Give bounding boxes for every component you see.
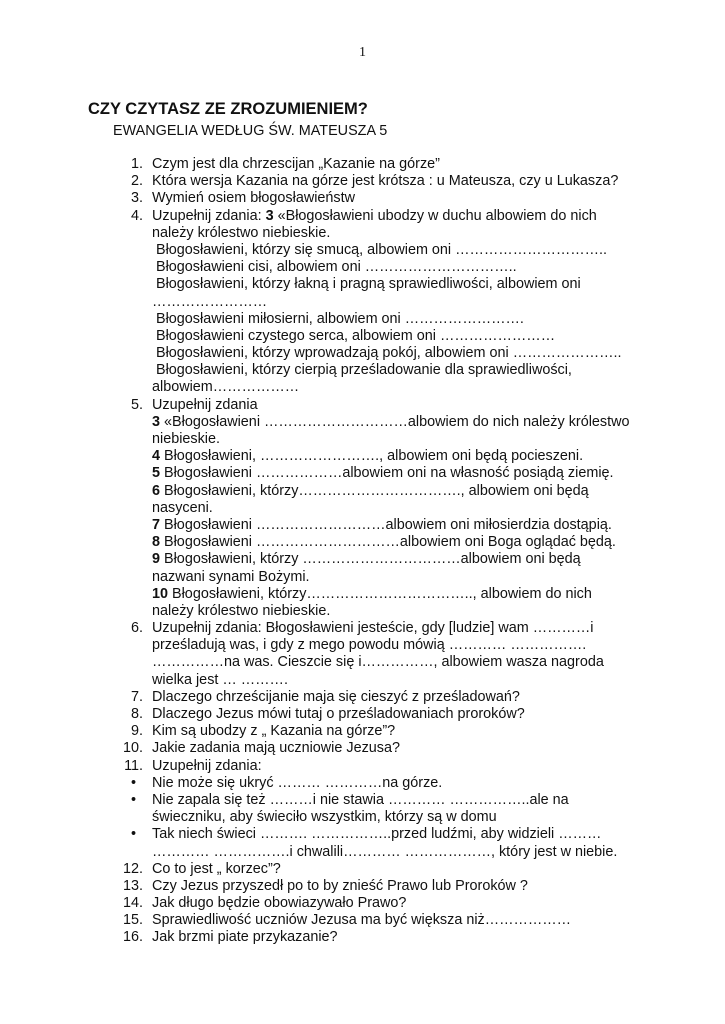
bullet-icon: • (131, 791, 137, 808)
item-number: 6. (130, 620, 143, 637)
document-subtitle: EWANGELIA WEDŁUG ŚW. MATEUSZA 5 (113, 123, 388, 139)
list-line (0, 173, 725, 190)
item-number: 11. (124, 757, 143, 774)
line-text: Uzupełnij zdania (152, 396, 258, 413)
line-text: Która wersja Kazania na górze jest krótsza : u Mateusza, czy u Lukasza? (152, 173, 619, 190)
item-number: 4. (130, 207, 143, 224)
line-text: niebieskie. (152, 431, 220, 447)
list-line (0, 895, 725, 912)
list-line (0, 414, 725, 431)
line-text: Czym jest dla chrzescijan „Kazanie na górze” (152, 156, 440, 172)
line-text: 7 Błogosławieni ………………………albowiem oni miłosierdzia dostąpią. (152, 516, 612, 533)
line-text: Tak niech świeci ………. ……………..przed ludźmi, aby widzieli ……… (152, 826, 602, 843)
list-line (0, 517, 725, 534)
line-text: prześladują was, i gdy z mego powodu mówią ………… ……………. (152, 637, 587, 654)
line-text: Kim są ubodzy z „ Kazania na górze”? (152, 723, 396, 740)
question-list (0, 156, 725, 947)
line-text: Jakie zadania mają uczniowie Jezusa? (152, 740, 400, 757)
list-line (0, 826, 725, 843)
verse-number: 4 (152, 448, 161, 465)
list-line (0, 379, 725, 396)
list-line (0, 569, 725, 586)
bullet-icon: • (131, 826, 137, 843)
list-line (0, 500, 725, 517)
line-text: Błogosławieni, którzy cierpią prześladowanie dla sprawiedliwości, (156, 362, 572, 379)
item-number: 2. (130, 173, 143, 190)
line-text: należy królestwo niebieskie. (152, 224, 331, 241)
line-text: należy królestwo niebieskie. (152, 602, 331, 619)
line-text: Błogosławieni, którzy wprowadzają pokój, albowiem oni ………………….. (156, 345, 622, 362)
list-line (0, 397, 725, 414)
item-number: 8. (130, 706, 143, 722)
line-text: ……………na was. Cieszcie się i……………, albowiem wasza nagroda (152, 654, 604, 671)
list-line (0, 259, 725, 276)
item-number: 16. (122, 929, 143, 946)
list-line (0, 620, 725, 637)
item-number: 13. (122, 877, 143, 894)
line-text: 10 Błogosławieni, którzy…………………………….., albowiem do nich (152, 585, 592, 602)
page-number: 1 (359, 45, 366, 60)
line-text: Uzupełnij zdania: Błogosławieni jesteście, gdy [ludzie] wam …………i (152, 620, 594, 637)
list-line (0, 672, 725, 689)
verse-number: 8 (152, 534, 161, 551)
list-line (0, 758, 725, 775)
line-text: 9 Błogosławieni, którzy ……………………………albowiem oni będą (152, 551, 581, 568)
line-text: 5 Błogosławieni ………………albowiem oni na własność posiądą ziemię. (152, 465, 614, 482)
line-text: 4 Błogosławieni, ……………………., albowiem oni będą pocieszeni. (152, 448, 584, 465)
list-line (0, 723, 725, 740)
list-line (0, 861, 725, 878)
line-text: Nie zapala się też ………i nie stawia ………… ……………..ale na (152, 791, 569, 808)
line-text: Błogosławieni, którzy się smucą, albowiem oni ………………………….. (156, 241, 608, 258)
list-line (0, 844, 725, 861)
list-line (0, 294, 725, 311)
list-line (0, 878, 725, 895)
list-line (0, 706, 725, 723)
line-text: ………… …………….i chwalili………… ………………, który jest w niebie. (152, 843, 618, 860)
line-text: Czy Jezus przyszedł po to by znieść Prawo lub Proroków ? (152, 877, 528, 894)
item-number: 10. (122, 740, 143, 757)
line-text: Błogosławieni miłosierni, albowiem oni ……………………. (156, 310, 524, 327)
item-number: 1. (130, 156, 143, 172)
line-text: Co to jest „ korzec”? (152, 860, 281, 877)
document-title: CZY CZYTASZ ZE ZROZUMIENIEM? (88, 100, 368, 118)
item-number: 7. (130, 688, 143, 705)
list-line (0, 654, 725, 671)
list-line (0, 345, 725, 362)
line-text: nasyceni. (152, 499, 213, 516)
list-line (0, 465, 725, 482)
item-number: 3. (130, 190, 143, 207)
line-text: Nie może się ukryć ……… …………na górze. (152, 774, 443, 791)
item-number: 12. (122, 860, 143, 877)
line-text: 8 Błogosławieni …………………………albowiem oni Boga oglądać będą. (152, 534, 616, 551)
list-line (0, 328, 725, 345)
line-text: Uzupełnij zdania: (152, 757, 262, 774)
list-line (0, 483, 725, 500)
verse-number: 10 (152, 585, 169, 602)
line-text: Uzupełnij zdania: 3 «Błogosławieni ubodzy w duchu albowiem do nich (152, 207, 597, 224)
list-line (0, 311, 725, 328)
list-line (0, 637, 725, 654)
item-number: 15. (122, 912, 143, 929)
line-text: Jak długo będzie obowiazywało Prawo? (152, 895, 407, 912)
line-text: Wymień osiem błogosławieństw (152, 190, 356, 207)
line-text: 3 «Błogosławieni …………………………albowiem do nich należy królestwo (152, 413, 630, 430)
line-text: nazwani synami Bożymi. (152, 568, 310, 585)
list-line (0, 156, 725, 173)
list-line (0, 792, 725, 809)
list-line (0, 603, 725, 620)
verse-number: 3 (265, 207, 274, 224)
list-line (0, 362, 725, 379)
item-number: 5. (130, 396, 143, 413)
line-text: świeczniku, aby świeciło wszystkim, którzy są w domu (152, 809, 497, 826)
line-text: Błogosławieni czystego serca, albowiem oni …………………… (156, 327, 556, 344)
line-text: Sprawiedliwość uczniów Jezusa ma być większa niż……………… (152, 912, 572, 929)
line-text: Dlaczego chrześcijanie maja się cieszyć z prześladowań? (152, 688, 520, 705)
line-text: …………………… (152, 293, 268, 310)
line-text: Dlaczego Jezus mówi tutaj o prześladowaniach proroków? (152, 706, 525, 722)
list-line (0, 225, 725, 242)
bullet-icon: • (131, 774, 137, 791)
list-line (0, 912, 725, 929)
list-line (0, 929, 725, 946)
verse-number: 6 (152, 482, 161, 499)
line-text: 6 Błogosławieni, którzy……………………………., albowiem oni będą (152, 482, 589, 499)
verse-number: 3 (152, 413, 161, 430)
line-text: albowiem……………… (152, 379, 300, 396)
list-line (0, 586, 725, 603)
line-text: Błogosławieni cisi, albowiem oni ………………………….. (156, 259, 517, 276)
list-line (0, 534, 725, 551)
list-line (0, 689, 725, 706)
list-line (0, 431, 725, 448)
verse-number: 9 (152, 551, 161, 568)
list-line (0, 551, 725, 568)
verse-number: 7 (152, 516, 161, 533)
list-line (0, 448, 725, 465)
list-line (0, 190, 725, 207)
list-line (0, 276, 725, 293)
item-number: 14. (122, 895, 143, 912)
list-line (0, 740, 725, 757)
line-text: wielka jest … ………. (152, 671, 288, 688)
list-line (0, 775, 725, 792)
list-line (0, 208, 725, 225)
line-text: Błogosławieni, którzy łakną i pragną sprawiedliwości, albowiem oni (156, 276, 581, 293)
verse-number: 5 (152, 465, 161, 482)
list-line (0, 809, 725, 826)
item-number: 9. (130, 723, 143, 740)
line-text: Jak brzmi piate przykazanie? (152, 929, 338, 946)
list-line (0, 242, 725, 259)
